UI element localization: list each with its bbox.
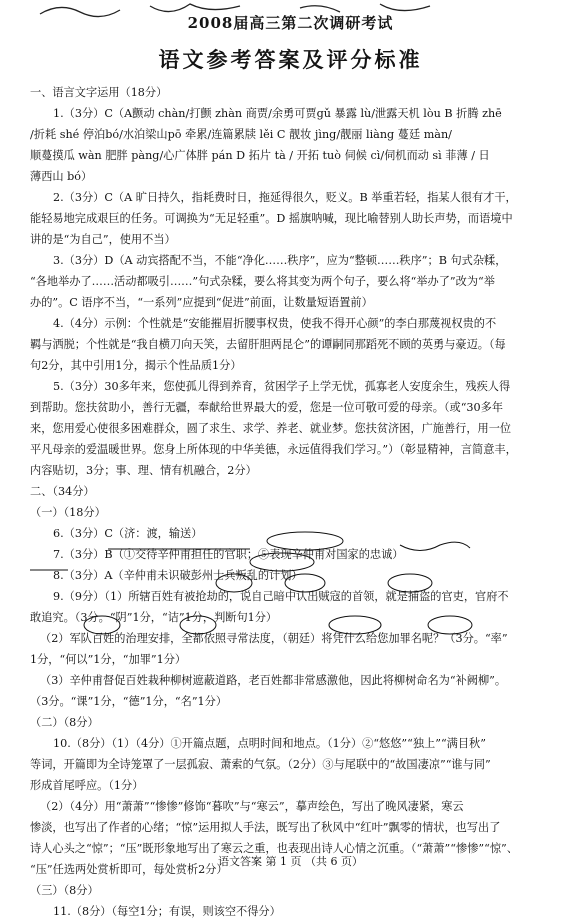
text-line: 10.（8分）（1）（4分）①开篇点题，点明时间和地点。（1分）②“悠悠”“独上”“满目秋” [53,737,486,750]
text-line: 惨淡，也写出了作者的心绪；“惊”运用拟人手法，既写出了秋风中“红叶”飘零的情状，也写出了 [30,821,501,834]
text-line: 1分，“何以”1分，“加罪”1分） [30,653,187,666]
text-line: 1.（3分）C（A颤动 chàn/打颤 zhàn 商贾/余勇可贾gǔ 暴露 lù/泄露天机 lòu B 折腾 zhē [53,107,502,120]
text-line: 4.（4分）示例：个性就是“安能摧眉折腰事权贵，使我不得开心颜”的李白那蔑视权贵的不 [53,317,497,330]
document-title: 语文参考答案及评分标准 [158,47,423,72]
text-line: 诗人心头之“惊”；“压”既形象地写出了寒云之重，也表现出诗人心情之沉重。（“萧萧”“惨惨”“惊”、 [30,842,518,855]
text-line: （一）（18分） [30,506,106,519]
text-line: 羁与洒脱；个性就是“我自横刀向天笑，去留肝胆两昆仑”的谭嗣同那蹈死不顾的英勇与豪迈。（每 [30,338,506,351]
text-line: （2）（4分）用“萧萧”“惨惨”修饰“暮吹”与“寒云”，摹声绘色，写出了晚风凄紧，寒云 [40,800,464,813]
text-line: 5.（3分）30多年来，您使孤儿得到养育，贫困学子上学无忧，孤寡老人安度余生，残疾人得 [53,380,511,393]
text-line: （2）军队百姓的治理安排，全都依照寻常法度，（朝廷）将凭什么给您加罪名呢？（3分。“率” [40,632,508,645]
text-line: 能轻易地完成艰巨的任务。可调换为“无足轻重”。D 摇旗呐喊，现比喻替别人助长声势，而语境中 [30,212,513,225]
text-line: 二、（34分） [30,485,95,498]
exam-title: 2008届高三第二次调研考试 [187,14,394,32]
text-line: 8.（3分）A（辛仲甫未识破彭州士兵叛乱的计划） [53,569,303,582]
text-line: 到帮助。您扶贫助小，善行无疆，奉献给世界最大的爱，您是一位可敬可爱的母亲。（或“30多年 [30,401,504,414]
text-line: 6.（3分）C（济：渡，输送） [53,527,203,540]
text-line: （三）（8分） [30,884,99,897]
text-line: （二）（8分） [30,716,99,729]
text-line: /折耗 shé 停泊bó/水泊梁山pō 牵累/连篇累牍 lěi C 靓妆 jìng/靓丽 liàng 蔓廷 màn/ [30,128,452,141]
text-line: 办的”。C 语序不当，“一系列”应提到“促进”前面，让数量短语置前） [30,296,373,309]
text-line: （3分。“课”1分，“德”1分，“名”1分） [30,695,228,708]
text-line: 7.（3分）B（①交待辛仲甫担任的官职；⑤表现辛仲甫对国家的忠诚） [53,548,404,561]
text-line: “各地举办了……活动都吸引……”句式杂糅，要么将其变为两个句子，要么将“举办了”改为“举 [30,275,495,288]
text-line: 讲的是“为自己”，使用不当） [30,233,176,246]
text-line: 3.（3分）D（A 动宾搭配不当，不能“净化……秩序”，应为“整顿……秩序”；B 句式杂糅， [53,254,507,267]
text-line: 2.（3分）C（A 旷日持久，指耗费时日，拖延得很久，贬义。B 举重若轻，指某人很有才干， [53,191,517,204]
text-line: 内容贴切，3分；事、理、情有机融合，2分） [30,464,257,477]
text-line: 顺蔓摸瓜 wàn 肥胖 pàng/心广体胖 pán D 拓片 tà / 开拓 tuò 伺候 cì/伺机而动 sì 菲薄 / 日 [30,149,490,162]
text-line: 等词，开篇即为全诗笼罩了一层孤寂、萧索的气氛。（2分）③与尾联中的“故国凄凉”“谁与同” [30,758,491,771]
text-line: 11.（8分）（每空1分；有误，则该空不得分） [53,905,281,918]
text-line: 平凡母亲的爱温暖世界。您身上所体现的中华美德，永远值得我们学习。”）（彰显精神，言简意丰， [30,443,517,456]
text-line: 9.（9分）（1）所辖百姓有被抢劫的，说自己暗中认出贼寇的首领，就是捕盗的官吏，官府不 [53,590,509,603]
text-line: 来，您用爱心使很多困难群众，圆了求生、求学、养老、就业梦。您扶贫济困，广施善行，用一位 [30,422,512,435]
text-line: 一、语言文字运用（18分） [30,86,168,99]
answer-body [30,82,570,922]
page-footer: 语文答案 第 1 页 （共 6 页） [218,855,363,868]
text-line: “压”任选两处赏析即可，每处赏析2分） [30,863,228,876]
text-line: 形成首尾呼应。（1分） [30,779,144,792]
text-line: 薄西山 bó） [30,170,93,183]
text-line: 敢追究。（3分。“阴”1分，“诘”1分，判断句1分） [30,611,278,624]
text-line: 句2分，其中引用1分，揭示个性品质1分） [30,359,242,372]
text-line: （3）辛仲甫督促百姓栽种柳树遮蔽道路，老百姓都非常感激他，因此将柳树命名为“补阙柳”。 [40,674,507,687]
